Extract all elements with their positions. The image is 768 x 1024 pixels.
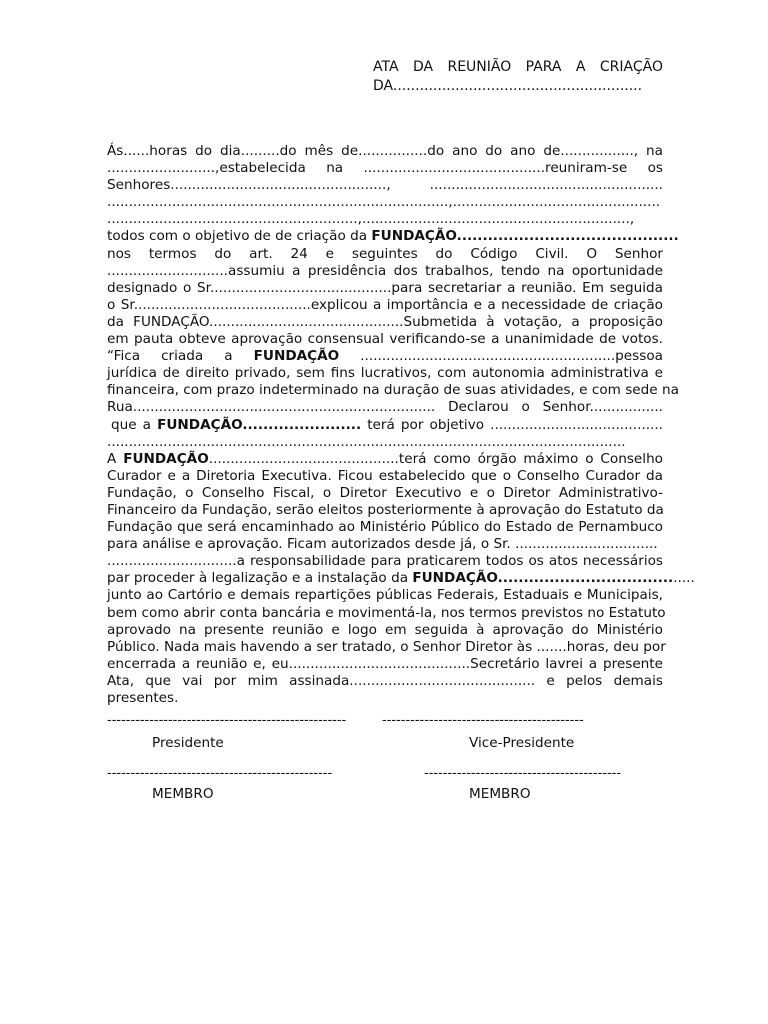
body-line	[107, 211, 663, 228]
body-line	[107, 228, 679, 245]
body-text: junto ao Cartório e demais repartições públicas Federais, Estaduais e Municipais,	[107, 587, 663, 604]
body-text: todos com o objetivo de de criação da	[107, 228, 372, 245]
body-text: em pauta obteve aprovação consensual verificando-se a unanimidade de votos.	[107, 331, 663, 348]
body-line	[107, 160, 663, 177]
minutes-body	[107, 143, 695, 707]
body-line	[107, 263, 663, 280]
body-text: bem como abrir conta bancária e movimentá-la, nos termos previstos no Estatuto	[107, 604, 666, 621]
body-text: para análise e aprovação. Ficam autorizados desde já, o Sr. .................................	[107, 536, 658, 553]
body-line	[107, 348, 663, 365]
body-text: Ata, que vai por mim assinada........................................... e pelos demais	[107, 672, 663, 689]
body-text: ...........................................................pessoa	[339, 348, 663, 365]
body-text: par proceder à legalização e a instalação da	[107, 570, 413, 587]
body-text: .....	[673, 570, 695, 587]
body-text: terá por objetivo ........................................	[361, 416, 663, 433]
body-line	[107, 314, 663, 331]
body-text: Senhores.................................................., ......................................................	[107, 177, 663, 194]
body-line	[107, 587, 663, 604]
body-text: Fundação, o Conselho Fiscal, o Diretor Executivo e o Diretor Administrativo-	[107, 484, 663, 501]
body-text: A	[107, 450, 124, 467]
bold-text: FUNDAÇÃO...........................................	[371, 228, 679, 245]
body-text: ..............................a responsabilidade para praticarem todos os atos necessários	[107, 553, 663, 570]
body-text: Rua...................................................................... Declarou o Senhor.................	[107, 399, 663, 416]
body-text: Ás......horas do dia.........do mês de................do ano do ano de................., na	[107, 143, 663, 159]
body-text: ............................assumiu a presidência dos trabalhos, tendo na oportunidade	[107, 262, 663, 279]
signature-line-membro-1: ------------------------------------------------	[107, 766, 333, 781]
body-text: encerrada a reunião e, eu..........................................Secretário lavrei a presente	[107, 655, 663, 672]
body-line	[107, 502, 663, 519]
body-line	[107, 382, 679, 399]
body-text: presentes.	[107, 690, 179, 706]
body-line	[107, 143, 663, 160]
body-line	[107, 468, 663, 485]
body-text: jurídica de direito privado, sem fins lucrativos, com autonomia administrativa e	[107, 365, 663, 382]
document-title	[373, 58, 663, 96]
body-text: “Fica criada a	[107, 348, 254, 365]
bold-text: FUNDAÇÃO	[253, 348, 340, 365]
body-line	[107, 331, 663, 348]
body-line	[107, 194, 663, 211]
body-text: o Sr.........................................explicou a importância e a necessidade de criação	[107, 296, 663, 313]
body-line	[107, 434, 663, 451]
body-line	[107, 622, 663, 639]
body-text: ........................................................................................................................	[107, 433, 626, 450]
body-line	[107, 280, 663, 297]
body-text: aprovado na presente reunião e logo em seguida à aprovação do Ministério	[107, 621, 663, 638]
label-membro-1: MEMBRO	[152, 786, 214, 802]
body-text: Público. Nada mais havendo a ser tratado, o Senhor Diretor às .......horas, deu por	[107, 638, 666, 655]
body-line	[107, 417, 663, 434]
signature-line-vice-presidente: -------------------------------------------	[382, 713, 584, 728]
body-text: ...............................................................................,................................................	[107, 194, 661, 211]
body-line	[107, 570, 695, 587]
body-line	[107, 656, 663, 673]
signature-line-presidente: ---------------------------------------------------	[107, 713, 347, 728]
bold-text: FUNDAÇÃO.......................	[157, 416, 362, 433]
body-line	[107, 638, 666, 656]
body-line	[107, 673, 663, 690]
signature-line-membro-2: ------------------------------------------	[424, 766, 622, 781]
body-line	[107, 485, 663, 502]
label-vice-presidente: Vice-Presidente	[469, 735, 575, 751]
body-text: ..........................................................,..............................................................,	[107, 211, 635, 228]
body-line	[107, 297, 663, 314]
body-text: .........................,estabelecida na ..........................................reuniram-se os	[107, 160, 663, 177]
body-line	[107, 604, 666, 622]
body-line	[107, 690, 663, 707]
body-line	[107, 451, 663, 468]
body-line	[107, 536, 663, 553]
body-line	[107, 365, 663, 382]
body-line	[107, 519, 663, 536]
body-text: que a	[111, 416, 158, 433]
body-line	[107, 399, 663, 416]
body-text: financeira, com prazo indeterminado na duração de suas atividades, e com sede na	[107, 382, 679, 399]
body-line	[107, 246, 663, 263]
bold-text: FUNDAÇÃO	[123, 450, 209, 467]
body-text: nos termos do art. 24 e seguintes do Código Civil. O Senhor	[107, 245, 663, 262]
label-membro-2: MEMBRO	[469, 786, 531, 802]
body-line	[107, 177, 663, 194]
body-text: ............................................terá como órgão máximo o Conselho	[208, 450, 663, 467]
body-text: Fundação que será encaminhado ao Ministério Público do Estado de Pernambuco	[107, 519, 663, 536]
bold-text: FUNDAÇÃO..................................	[412, 570, 674, 587]
body-text: Curador e a Diretoria Executiva. Ficou estabelecido que o Conselho Curador da	[107, 467, 663, 484]
title-line-2: DA........................................................	[373, 78, 643, 94]
body-line	[107, 553, 663, 570]
title-line-1: ATA DA REUNIÃO PARA A CRIAÇÃO	[373, 59, 663, 75]
body-text: Financeiro da Fundação, serão eleitos posteriormente à aprovação do Estatuto da	[107, 501, 664, 518]
label-presidente: Presidente	[152, 735, 224, 751]
body-text: da FUNDAÇÃO.............................................Submetida à votação, a proposição	[107, 313, 663, 330]
body-text: designado o Sr..........................................para secretariar a reunião. Em seguida	[107, 279, 663, 296]
